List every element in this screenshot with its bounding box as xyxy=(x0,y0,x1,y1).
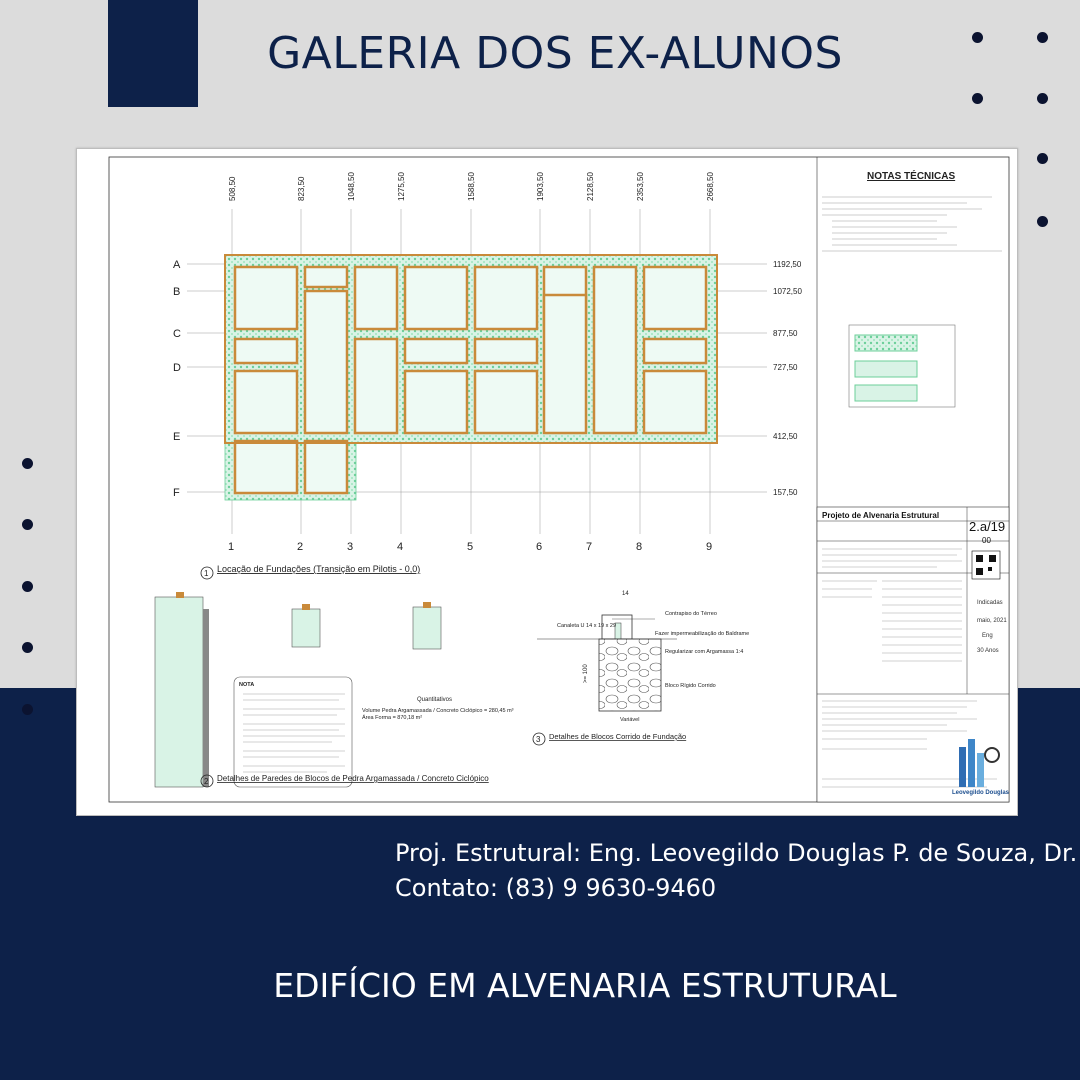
callout-channel-block: Canaleta U 14 x 19 x 29 xyxy=(557,623,617,629)
decor-dot xyxy=(22,519,33,530)
dim-top: 2353,50 xyxy=(636,172,645,201)
detail-1-label: Locação de Fundações (Transição em Pilotis - 0,0) xyxy=(217,564,421,574)
unit-value: Eng xyxy=(982,633,993,639)
title-block xyxy=(817,507,1010,802)
note-title: NOTA xyxy=(239,682,255,688)
detail-3-label: Detalhes de Blocos Corrido de Fundação xyxy=(549,732,687,741)
duration-value: 30 Anos xyxy=(977,648,999,654)
dim-top: 2668,50 xyxy=(706,172,715,201)
decor-dot xyxy=(22,704,33,715)
technical-notes-title: NOTAS TÉCNICAS xyxy=(867,171,956,182)
row-letter: B xyxy=(173,286,181,298)
callout-variable: Variável xyxy=(620,717,640,723)
col-number: 9 xyxy=(706,541,713,553)
quantitativos-line: Área Forma = 870,18 m² xyxy=(362,715,423,721)
date-value: maio, 2021 xyxy=(977,618,1007,624)
row-letter: C xyxy=(173,328,181,340)
revision: 00 xyxy=(982,536,991,545)
row-dimensions xyxy=(773,260,802,497)
row-letters xyxy=(173,259,181,499)
callout-height: >= 100 xyxy=(583,664,589,683)
dim-row: 877,50 xyxy=(773,329,798,338)
detail-1-number: 1 xyxy=(204,569,209,578)
callout-width: 14 xyxy=(622,591,629,597)
dim-row: 412,50 xyxy=(773,432,798,441)
dim-row: 1072,50 xyxy=(773,287,802,296)
detail-2-label: Detalhes de Paredes de Blocos de Pedra Argamassada / Concreto Ciclópico xyxy=(217,774,489,783)
dim-top: 508,50 xyxy=(228,176,237,201)
row-letter: E xyxy=(173,431,181,443)
col-number: 4 xyxy=(397,541,404,553)
detail-2-number: 2 xyxy=(204,777,209,786)
dim-top: 1275,50 xyxy=(397,172,406,201)
decor-dot xyxy=(1037,153,1048,164)
callout-waterproofing: Fazer impermeabilização do Baldrame xyxy=(655,631,750,637)
detail-3-number: 3 xyxy=(536,735,541,744)
callout-leveling: Regularizar com Argamassa 1:4 xyxy=(665,649,744,655)
structural-drawing-sheet xyxy=(76,148,1018,816)
building-subtitle: EDIFÍCIO EM ALVENARIA ESTRUTURAL xyxy=(273,966,897,1005)
notes-lines xyxy=(822,197,1002,251)
credits xyxy=(395,836,1077,906)
callout-rigid-block: Bloco Rígido Corrido xyxy=(665,683,716,689)
decor-dot xyxy=(22,642,33,653)
dim-top: 1588,50 xyxy=(467,172,476,201)
row-letter: D xyxy=(173,362,181,374)
footing-detail xyxy=(537,615,677,711)
top-dimensions xyxy=(228,172,715,201)
row-letter: A xyxy=(173,259,181,271)
dim-top: 2128,50 xyxy=(586,172,595,201)
col-number: 8 xyxy=(636,541,643,553)
decor-dot xyxy=(22,581,33,592)
decor-dot xyxy=(972,93,983,104)
col-number: 2 xyxy=(297,541,304,553)
credit-contact: Contato: (83) 9 9630-9460 xyxy=(395,874,717,902)
project-title: Projeto de Alvenaria Estrutural xyxy=(822,511,940,520)
col-number: 5 xyxy=(467,541,474,553)
decor-dot xyxy=(972,32,983,43)
col-number: 3 xyxy=(347,541,354,553)
dim-row: 1192,50 xyxy=(773,260,802,269)
decor-dot xyxy=(1037,216,1048,227)
sheet-number: 2.a/19 xyxy=(969,519,1006,534)
scale-value: Indicadas xyxy=(977,600,1003,606)
col-number: 1 xyxy=(228,541,235,553)
drawing-svg xyxy=(77,149,1017,815)
dim-top: 823,50 xyxy=(297,176,306,201)
quantitativos-line: Volume Pedra Argamassada / Concreto Ciclópico = 280,45 m³ xyxy=(362,708,514,714)
brand-name: Leovegildo Douglas xyxy=(952,790,1010,796)
decor-dot xyxy=(1037,32,1048,43)
gallery-title: GALERIA DOS EX-ALUNOS xyxy=(267,28,843,79)
dim-row: 157,50 xyxy=(773,488,798,497)
decor-dot xyxy=(22,458,33,469)
col-number: 6 xyxy=(536,541,543,553)
note-box xyxy=(234,677,352,787)
dim-row: 727,50 xyxy=(773,363,798,372)
column-numbers xyxy=(228,541,712,553)
corner-accent-block xyxy=(108,0,198,107)
callout-subfloor: Contrapiso do Térreo xyxy=(665,611,717,617)
credit-engineer: Proj. Estrutural: Eng. Leovegildo Douglas P. de Souza, Dr. xyxy=(395,839,1078,867)
quantitativos-title: Quantitativos xyxy=(417,697,453,703)
dim-top: 1903,50 xyxy=(536,172,545,201)
dim-top: 1048,50 xyxy=(347,172,356,201)
foundation-legend xyxy=(849,325,955,407)
row-letter: F xyxy=(173,487,180,499)
decor-dot xyxy=(1037,93,1048,104)
col-number: 7 xyxy=(586,541,593,553)
